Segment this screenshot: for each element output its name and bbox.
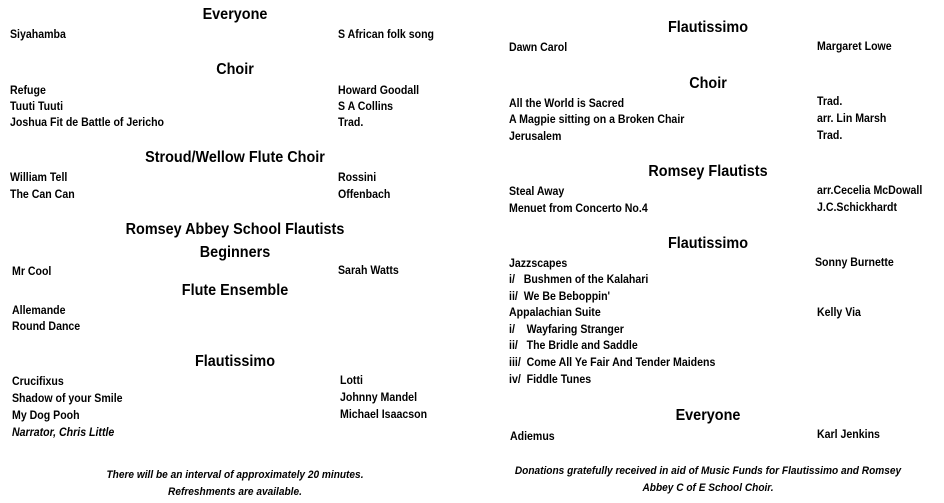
- piece-title: Allemande: [12, 305, 66, 317]
- piece-title: The Can Can: [10, 189, 75, 201]
- heading-romsey-abbey-school: Romsey Abbey School Flautists: [125, 221, 345, 238]
- movement-item: ii/ The Bridle and Saddle: [509, 340, 638, 352]
- heading-choir: Choir: [689, 75, 727, 92]
- heading-flautissimo: Flautissimo: [194, 353, 276, 370]
- piece-composer: Howard Goodall: [338, 85, 420, 97]
- piece-title: Menuet from Concerto No.4: [509, 203, 648, 215]
- piece-title: Tuuti Tuuti: [10, 101, 64, 113]
- subheading-beginners: Beginners: [199, 244, 271, 261]
- piece-composer: Trad.: [338, 117, 364, 129]
- piece-composer: Offenbach: [338, 189, 391, 201]
- piece-composer: Margaret Lowe: [817, 41, 892, 53]
- movement-item: iii/ Come All Ye Fair And Tender Maidens: [509, 357, 716, 369]
- piece-title: Crucifixus: [12, 376, 64, 388]
- piece-composer: Kelly Via: [817, 307, 861, 319]
- heading-romsey-flautists: Romsey Flautists: [648, 163, 768, 180]
- heading-flute-ensemble: Flute Ensemble: [181, 282, 289, 299]
- piece-title: Adiemus: [510, 431, 555, 443]
- piece-title: Refuge: [10, 85, 46, 97]
- piece-title: Siyahamba: [10, 29, 66, 41]
- piece-title: Shadow of your Smile: [12, 393, 123, 405]
- donations-note: Donations gratefully received in aid of Music Funds for Flautissimo and Romsey: [514, 465, 902, 477]
- piece-title: A Magpie sitting on a Broken Chair: [509, 114, 685, 126]
- piece-title: Steal Away: [509, 186, 565, 198]
- heading-flautissimo: Flautissimo: [667, 235, 749, 252]
- heading-stroud-wellow: Stroud/Wellow Flute Choir: [145, 149, 325, 166]
- piece-title: Joshua Fit de Battle of Jericho: [10, 117, 165, 129]
- right-programme-page: [472, 0, 944, 503]
- piece-composer: Trad.: [817, 96, 843, 108]
- piece-title: All the World is Sacred: [509, 98, 625, 110]
- piece-title: Jerusalem: [509, 131, 562, 143]
- piece-composer: S African folk song: [338, 29, 435, 41]
- piece-composer: Michael Isaacson: [340, 409, 428, 421]
- heading-choir: Choir: [216, 61, 254, 78]
- piece-title: Jazzscapes: [509, 258, 568, 270]
- piece-composer: S A Collins: [338, 101, 394, 113]
- piece-title: Mr Cool: [12, 266, 52, 278]
- piece-composer: Sarah Watts: [338, 265, 399, 277]
- piece-title: Dawn Carol: [509, 42, 568, 54]
- heading-flautissimo: Flautissimo: [667, 19, 749, 36]
- interval-note: There will be an interval of approximately 20 minutes.: [106, 469, 364, 481]
- heading-everyone: Everyone: [202, 6, 268, 23]
- piece-composer: Rossini: [338, 172, 377, 184]
- piece-composer: J.C.Schickhardt: [817, 202, 897, 214]
- piece-title: Appalachian Suite: [509, 307, 601, 319]
- piece-composer: Johnny Mandel: [340, 392, 418, 404]
- piece-composer: arr. Lin Marsh: [817, 113, 887, 125]
- donations-note-line-2: Abbey C of E School Choir.: [642, 482, 774, 494]
- piece-composer: Lotti: [340, 375, 363, 387]
- piece-composer: Trad.: [817, 130, 843, 142]
- piece-composer: arr.Cecelia McDowall: [817, 185, 923, 197]
- piece-title: My Dog Pooh: [12, 410, 80, 422]
- movement-item: i/ Bushmen of the Kalahari: [509, 274, 649, 286]
- movement-item: ii/ We Be Beboppin': [509, 291, 611, 303]
- movement-item: i/ Wayfaring Stranger: [509, 324, 624, 336]
- movement-item: iv/ Fiddle Tunes: [509, 374, 592, 386]
- left-programme-page: [0, 0, 470, 503]
- piece-title: Round Dance: [12, 321, 81, 333]
- heading-everyone: Everyone: [675, 407, 741, 424]
- refreshments-note: Refreshments are available.: [168, 486, 302, 498]
- narrator-credit: Narrator, Chris Little: [12, 427, 115, 439]
- piece-title: William Tell: [10, 172, 68, 184]
- piece-composer: Karl Jenkins: [817, 429, 880, 441]
- piece-composer: Sonny Burnette: [815, 257, 894, 269]
